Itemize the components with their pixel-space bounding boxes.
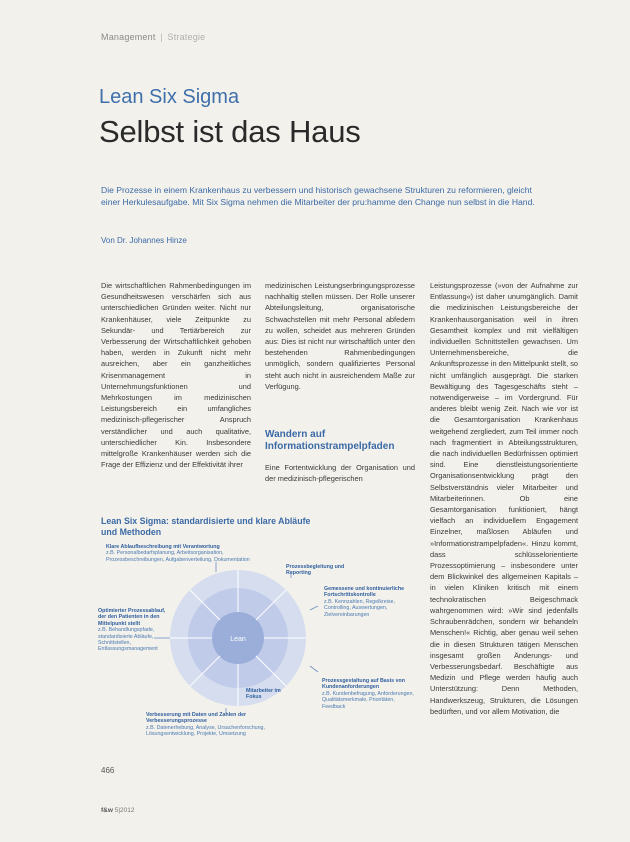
footer-issue: 5|2012 xyxy=(114,807,135,814)
text-column-1 xyxy=(101,280,251,470)
article-lead: Die Prozesse in einem Krankenhaus zu verbessern und historisch gewachsene Strukturen zu reformieren, gleicht einer Herkulesaufgabe. Mit Six Sigma nehmen die Mitarbeiter der pru:hamme den Change nun selbst in die Hand. xyxy=(101,185,535,207)
diagram-label-1: Klare Ablaufbeschreibung mit Verantwortung z.B. Personalbedarfsplanung, Arbeitsorganisation, Prozessbeschreibungen, Aufgabenverteilung, Dokumentation xyxy=(106,544,250,563)
diagram-label-4: Optimierter Prozessablauf, der den Patienten in den Mittelpunkt stellt z.B. Behandlungspfade, standardisierte Abläufe, Schnittstellen, Entlassungsmanagement xyxy=(98,608,166,653)
column-2-text: medizinischen Leistungserbringungsprozesse nachhaltig stellen müssen. Der Rolle unserer Abteilungsleitung, organisatorische Schwachstellen mit mehr Personal abfedern zu wollen, scheidet aus mehreren Gründen aus: Dies ist nicht nur wirtschaftlich unter den bestehenden Rahmenbedingungen unmöglich, sondern qualifiziertes Personal steht auch nicht in ausreichendem Maße zur Verfügung. xyxy=(265,281,415,391)
page-number: 466 xyxy=(101,766,115,775)
article-overline: Lean Six Sigma xyxy=(99,86,240,108)
diagram-label-3: Gemessene und kontinuierliche Fortschrittskontrolle z.B. Kennzahlen, Regelkreise, Controlling, Auswertungen, Zielvereinbarungen xyxy=(324,586,405,618)
column-1-text: Die wirtschaftlichen Rahmenbedingungen im Gesundheitswesen verschärfen sich aus unterschiedlichen Gründen weiter. Nicht nur Krankenhäuser, viele Zeitpunkte zu Sekundär- und Tertiärbereich zur Verbesserung der Wirtschaftlichkeit gehoben haben, werden in Zukunft nicht mehr ausreichen, aber ein ganzheitliches Krisenmanagement in Unternehmungsfunktionen und Mehrkostungen im medizinischen Leistungsbereich ein umfangliches medizinisch-pflegerischer Anspruch verständlicher und auch qualitative, unterschiedlicher Kin. Insbesondere mittelgroße Krankenhäuser werden sich die Frage der Effizienz und der Effektivität ihrer xyxy=(101,281,251,470)
section-separator: | xyxy=(160,32,163,42)
diagram-label-6: Verbesserung mit Daten und Zahlen der Verbesserungsprozesse z.B. Datenerhebung, Analyse, Ursachenforschung, Lösungsentwicklung, Projekte, Umsetzung xyxy=(146,712,265,738)
diagram-center-label: Lean xyxy=(230,636,246,643)
diagram-label-7: Prozessgestaltung auf Basis von Kundenanforderungen z.B. Kundenbefragung, Anforderungen, Qualitätsmerkmale, Prioritäten, Feedback xyxy=(322,678,414,710)
article-title: Selbst ist das Haus xyxy=(99,114,361,149)
diagram-label-2: Prozessbegleitung und Reporting xyxy=(286,564,345,577)
column-2b-text: Eine Fortentwicklung der Organisation und der medizinisch-pflegerischen xyxy=(265,463,415,484)
text-column-3 xyxy=(430,280,578,717)
diagram-label-5: Mitarbeiter im Fokus xyxy=(246,688,281,701)
section-kicker xyxy=(101,32,205,42)
page-footer xyxy=(101,807,135,814)
section-category: Management xyxy=(101,32,156,42)
text-column-2-continued xyxy=(265,462,415,484)
column-3-text: Leistungsprozesse (»von der Aufnahme zur Entlassung«) ist daher unumgänglich. Damit die medizinischen Leistungsbereiche der Krankenhausorganisation weil in ihren Gesamtheit komplex und mit vielfältigen individuellen Schnittstellen gewachsen. Um Unternehmensbereiche, die Ankunftsprozesse in den Mittelpunkt stellt, so nicht umfänglich ausgeprägt. Die starken Bewältigung des Tagesgeschäfts steht – notwendigerweise – im Vordergrund. Für anderes bleibt wenig Zeit. Nach wie vor ist die Gesamtorganisation Krankenhaus weitgehend zergliedert, zum Teil immer noch nach fragmentiert in Abteilungsstrukturen, die nach individuellen Bedürfnissen optimiert sind. Eine dienstleistungsorientierte Organisationsentwicklung prägt den Selbstverständnis vieler Mitarbeiter und Mitarbeiterinnen. Ob eine Gesamtorganisation funktioniert, hängt vielfach an individuellem Engagement Einzelner, maßlosen Abläufen und »Informationstrampelpfaden«. Hinzu kommt, dass schlüsselorientierte Prozessoptimierung – insbesondere unter dem Blickwinkel des allgemeinen Kapitals – in vielen Kliniken kritisch mit einem technokratischen Beigeschmack wahrgenommen wird: »Wir sind jedenfalls Schraubenrädchen, sondern wir behandeln Menschen!« Richtig, aber genau weil sehen die in diesen Strukturen tätigen Menschen insgesamt großen Änderungs- und Verbesserungsbedarf. Beschäftigte aus Medizin und Pflege werden häufig auch Unterstützung: Denn Methoden, Handwerkszeug, Strukturen, die Lösungen bedürften, und vor allem Motivation, die xyxy=(430,281,578,716)
lean-six-sigma-diagram xyxy=(96,540,426,765)
article-byline: Von Dr. Johannes Hinze xyxy=(101,236,187,245)
text-column-2 xyxy=(265,280,415,392)
footer-label: f&w xyxy=(101,807,113,814)
article-subheading: Wandern auf Informationstrampelpfaden xyxy=(265,429,395,452)
section-subcategory: Strategie xyxy=(167,32,206,42)
figure-title: Lean Six Sigma: standardisierte und klare Abläufe und Methoden xyxy=(101,516,311,537)
